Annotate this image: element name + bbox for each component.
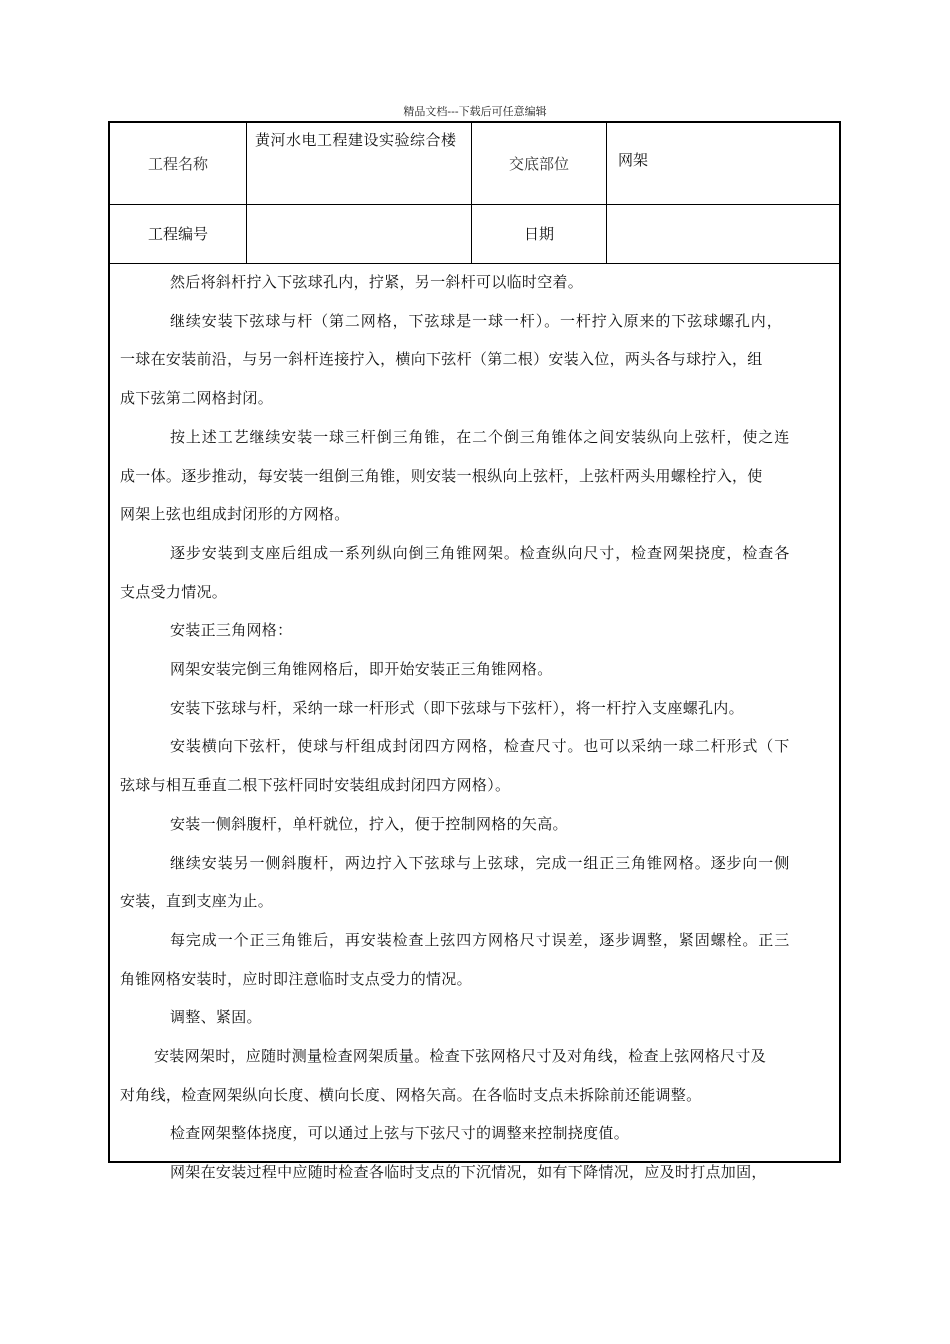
content-line: 继续安装下弦球与杆（第二网格，下弦球是一球一杆）。一杆拧入原来的下弦球螺孔内， — [170, 311, 783, 330]
content-line: 安装网架时，应随时测量检查网架质量。检查下弦网格尺寸及对角线，检查上弦网格尺寸及 — [154, 1047, 767, 1066]
content-line: 每完成一个正三角锥后，再安装检查上弦四方网格尺寸误差，逐步调整，紧固螺栓。正三 — [170, 930, 791, 949]
content-line: 成下弦第二网格封闭。 — [120, 389, 274, 408]
content-line: 安装正三角网格： — [170, 621, 293, 640]
content-line: 对角线，检查网架纵向长度、横向长度、网格矢高。在各临时支点未拆除前还能调整。 — [120, 1085, 702, 1104]
disclosure-table — [108, 121, 841, 1182]
content-line: 检查网架整体挠度，可以通过上弦与下弦尺寸的调整来控制挠度值。 — [170, 1124, 630, 1143]
disclosure-location-value: 网架 — [618, 151, 649, 169]
content-line: 安装下弦球与杆，采纳一球一杆形式（即下弦球与下弦杆），将一杆拧入支座螺孔内。 — [170, 698, 744, 717]
content-line: 按上述工艺继续安装一球三杆倒三角锥，在二个倒三角锥体之间安装纵向上弦杆，使之连 — [170, 427, 791, 446]
content-line: 角锥网格安装时，应时即注意临时支点受力的情况。 — [120, 969, 472, 988]
content-line: 安装横向下弦杆，使球与杆组成封闭四方网格，检查尺寸。也可以采纳一球二杆形式（下 — [170, 737, 791, 756]
content-line: 逐步安装到支座后组成一系列纵向倒三角锥网架。检查纵向尺寸，检查网架挠度，检查各 — [170, 543, 791, 562]
table-row-project-name — [110, 123, 839, 205]
content-line: 安装一侧斜腹杆，单杆就位，拧入，便于控制网格的矢高。 — [170, 814, 568, 833]
content-line: 然后将斜杆拧入下弦球孔内，拧紧，另一斜杆可以临时空着。 — [170, 273, 584, 291]
content-line: 弦球与相互垂直二根下弦杆同时安装组成封闭四方网格）。 — [120, 776, 511, 795]
date-label: 日期 — [472, 204, 607, 263]
content-line: 成一体。逐步推动，每安装一组倒三角锥，则安装一根纵向上弦杆，上弦杆两头用螺栓拧入，使 — [120, 466, 763, 485]
disclosure-content — [110, 263, 839, 1192]
date-value — [607, 204, 839, 263]
content-line: 调整、紧固。 — [170, 1008, 262, 1027]
content-line: 安装，直到支座为止。 — [120, 892, 274, 911]
content-line: 支点受力情况。 — [120, 582, 228, 601]
content-line: 网架在安装过程中应随时检查各临时支点的下沉情况，如有下降情况，应及时打点加固， — [170, 1163, 767, 1182]
project-name-value: 黄河水电工程建设实验综合楼 — [247, 123, 472, 204]
project-number-value — [247, 204, 472, 263]
content-line: 继续安装另一侧斜腹杆，两边拧入下弦球与上弦球，完成一组正三角锥网格。逐步向一侧 — [170, 853, 791, 872]
project-name-label: 工程名称 — [110, 123, 247, 204]
disclosure-location-label: 交底部位 — [472, 123, 607, 204]
content-line: 网架安装完倒三角锥网格后，即开始安装正三角锥网格。 — [170, 660, 553, 679]
page-header: 精品文档---下载后可任意编辑 — [403, 105, 547, 118]
content-line: 网架上弦也组成封闭形的方网格。 — [120, 505, 350, 524]
table-row-project-number — [110, 204, 839, 264]
content-line: 一球在安装前沿，与另一斜杆连接拧入，横向下弦杆（第二根）安装入位，两头各与球拧入，组 — [120, 350, 763, 369]
project-number-label: 工程编号 — [110, 204, 247, 263]
